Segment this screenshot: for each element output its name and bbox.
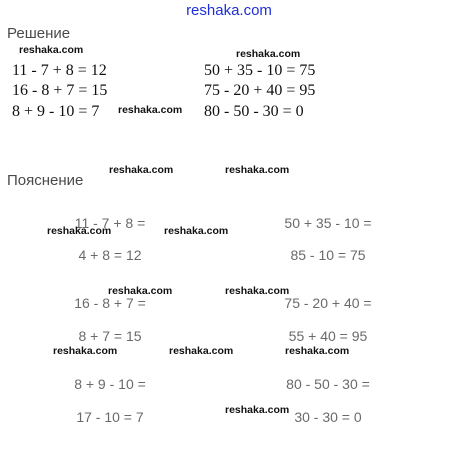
watermark: reshaka.com	[164, 225, 229, 237]
watermark: reshaka.com	[225, 164, 290, 176]
watermark: reshaka.com	[109, 164, 174, 176]
explanation-heading: Пояснение	[7, 172, 84, 189]
explanation-line: 30 - 30 = 0	[294, 409, 362, 425]
solution-line: 50 + 35 - 10 = 75	[204, 62, 316, 79]
explanation-line: 17 - 10 = 7	[76, 409, 144, 425]
watermark: reshaka.com	[53, 345, 118, 357]
watermark: reshaka.com	[225, 404, 290, 416]
explanation-line: 16 - 8 + 7 =	[74, 295, 146, 311]
site-title[interactable]: reshaka.com	[186, 2, 272, 19]
watermark: reshaka.com	[118, 104, 183, 116]
explanation-line: 80 - 50 - 30 =	[286, 376, 370, 392]
watermark: reshaka.com	[225, 285, 290, 297]
watermark: reshaka.com	[19, 44, 84, 56]
watermark: reshaka.com	[108, 285, 173, 297]
explanation-line: 11 - 7 + 8 =	[74, 215, 146, 231]
solution-line: 80 - 50 - 30 = 0	[204, 103, 304, 120]
solution-line: 16 - 8 + 7 = 15	[12, 82, 108, 99]
solution-line: 75 - 20 + 40 = 95	[204, 82, 316, 99]
watermark: reshaka.com	[169, 345, 234, 357]
solution-line: 11 - 7 + 8 = 12	[12, 62, 107, 79]
explanation-line: 8 + 7 = 15	[78, 328, 142, 344]
explanation-line: 8 + 9 - 10 =	[74, 376, 146, 392]
explanation-line: 75 - 20 + 40 =	[284, 295, 372, 311]
watermark: reshaka.com	[47, 225, 112, 237]
explanation-line: 50 + 35 - 10 =	[284, 215, 372, 231]
watermark: reshaka.com	[285, 345, 350, 357]
solution-heading: Решение	[7, 25, 71, 42]
watermark: reshaka.com	[236, 48, 301, 60]
explanation-line: 55 + 40 = 95	[288, 328, 368, 344]
explanation-line: 85 - 10 = 75	[290, 247, 366, 263]
explanation-line: 4 + 8 = 12	[78, 247, 142, 263]
solution-line: 8 + 9 - 10 = 7	[12, 103, 100, 120]
